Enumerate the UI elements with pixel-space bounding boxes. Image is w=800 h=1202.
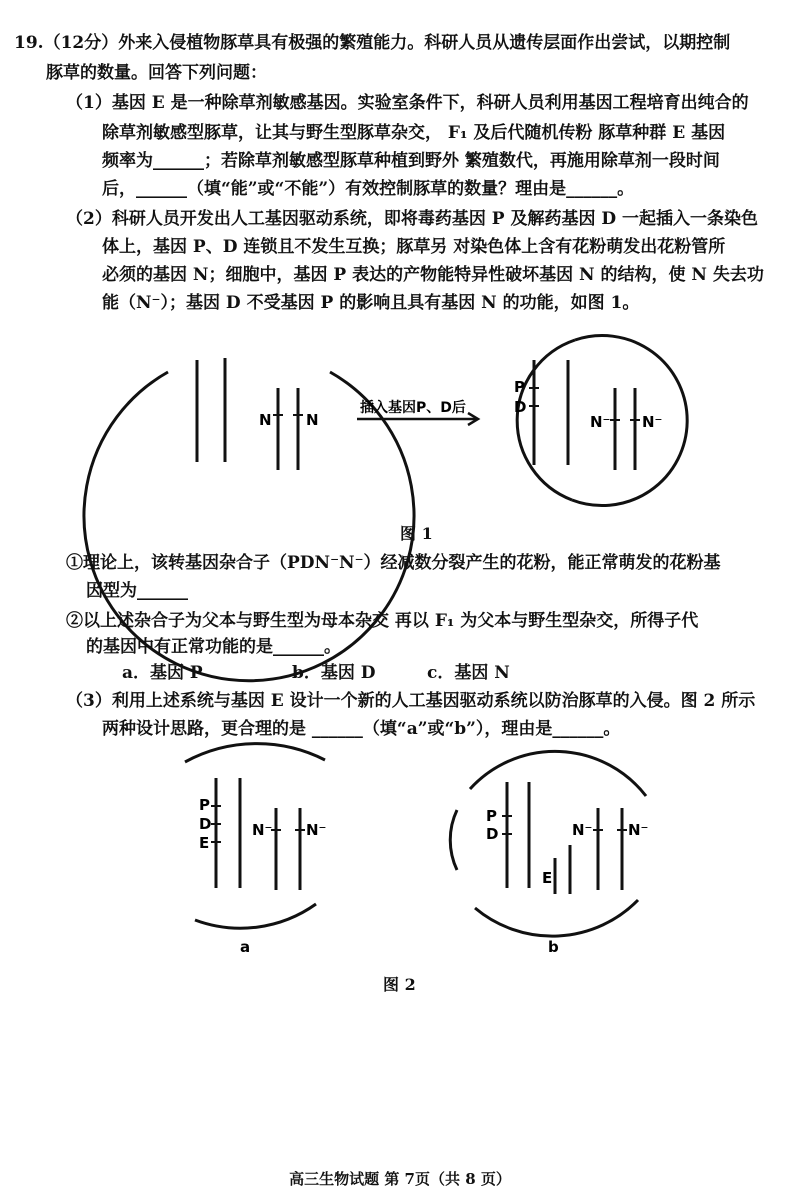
fig1-right-label-n1: N⁻ <box>590 413 611 431</box>
fig2-b-label-n1: N⁻ <box>572 821 593 839</box>
fig2-b-label-d: D <box>486 825 499 843</box>
option-a: a．基因 P <box>122 663 203 683</box>
fig2-b-label-n2: N⁻ <box>628 821 649 839</box>
fig2-label-a: a <box>240 938 251 956</box>
part2-sub1-line-1: ①理论上，该转基因杂合子（PDN⁻N⁻）经减数分裂产生的花粉，能正常萌发的花粉基 <box>66 553 721 573</box>
figure-1-caption: 图 1 <box>400 524 433 543</box>
part1-line-2: 除草剂敏感型豚草，让其与野生型豚草杂交， F₁ 及后代随机传粉 豚草种群 E 基因 <box>102 123 726 143</box>
figure-2-caption: 图 2 <box>383 975 416 994</box>
part3-line-1: （3）利用上述系统与基因 E 设计一个新的人工基因驱动系统以防治豚草的入侵。图 2 所示 <box>66 691 756 711</box>
question-title-line-1: 19.（12分）外来入侵植物豚草具有极强的繁殖能力。科研人员从遗传层面作出尝试，以期控制 <box>14 33 731 53</box>
fig1-left-label-n2: N <box>306 411 319 429</box>
fig1-right-label-d: D <box>514 398 527 416</box>
part3-line-2: 两种设计思路，更合理的是 ______（填“a”或“b”），理由是______。 <box>102 719 621 739</box>
part2-sub2-line-2: 的基因中有正常功能的是______。 <box>86 637 341 657</box>
fig2-b-label-p: P <box>486 807 497 825</box>
fig2-a-label-n2: N⁻ <box>306 821 327 839</box>
part2-line-2: 体上，基因 P、D 连锁且不发生互换；豚草另 对染色体上含有花粉萌发出花粉管所 <box>102 237 726 257</box>
part1-line-4: 后，______（填“能”或“不能”）有效控制豚草的数量？理由是______。 <box>102 179 635 199</box>
fig1-arrow-label: 插入基因P、D后 <box>360 400 466 416</box>
fig1-left-label-n1: N <box>259 411 272 429</box>
fig2-a-label-d: D <box>199 815 212 833</box>
page-footer: 高三生物试题 第 7页（共 8 页） <box>289 1170 511 1188</box>
part2-line-3: 必须的基因 N；细胞中，基因 P 表达的产物能特异性破坏基因 N 的结构，使 N 失去功 <box>102 265 764 285</box>
fig1-right-label-n2: N⁻ <box>642 413 663 431</box>
fig2-a-label-p: P <box>199 796 210 814</box>
part2-sub2-line-1: ②以上述杂合子为父本与野生型为母本杂交 再以 F₁ 为父本与野生型杂交，所得子代 <box>66 611 699 631</box>
fig2-b-cell <box>470 751 646 796</box>
part2-sub1-line-2: 因型为______ <box>86 581 188 601</box>
fig2-a-label-n1: N⁻ <box>252 821 273 839</box>
fig1-right-label-p: P <box>514 378 525 396</box>
question-title-line-2: 豚草的数量。回答下列问题： <box>46 63 267 83</box>
part2-line-1: （2）科研人员开发出人工基因驱动系统，即将毒药基因 P 及解药基因 D 一起插入一条染色 <box>66 209 759 229</box>
fig2-a-cell <box>185 744 325 762</box>
fig2-a-label-e: E <box>199 834 210 852</box>
part1-line-1: （1）基因 E 是一种除草剂敏感基因。实验室条件下，科研人员利用基因工程培育出纯合的 <box>66 93 749 113</box>
fig2-b-label-e: E <box>542 869 553 887</box>
part1-line-3: 频率为______；若除草剂敏感型豚草种植到野外 繁殖数代，再施用除草剂一段时间 <box>102 151 720 171</box>
fig2-label-b: b <box>548 938 559 956</box>
option-b: b．基因 D <box>292 663 376 683</box>
part2-line-4: 能（N⁻）；基因 D 不受基因 P 的影响且具有基因 N 的功能，如图 1。 <box>102 293 640 313</box>
option-c: c．基因 N <box>427 663 510 683</box>
